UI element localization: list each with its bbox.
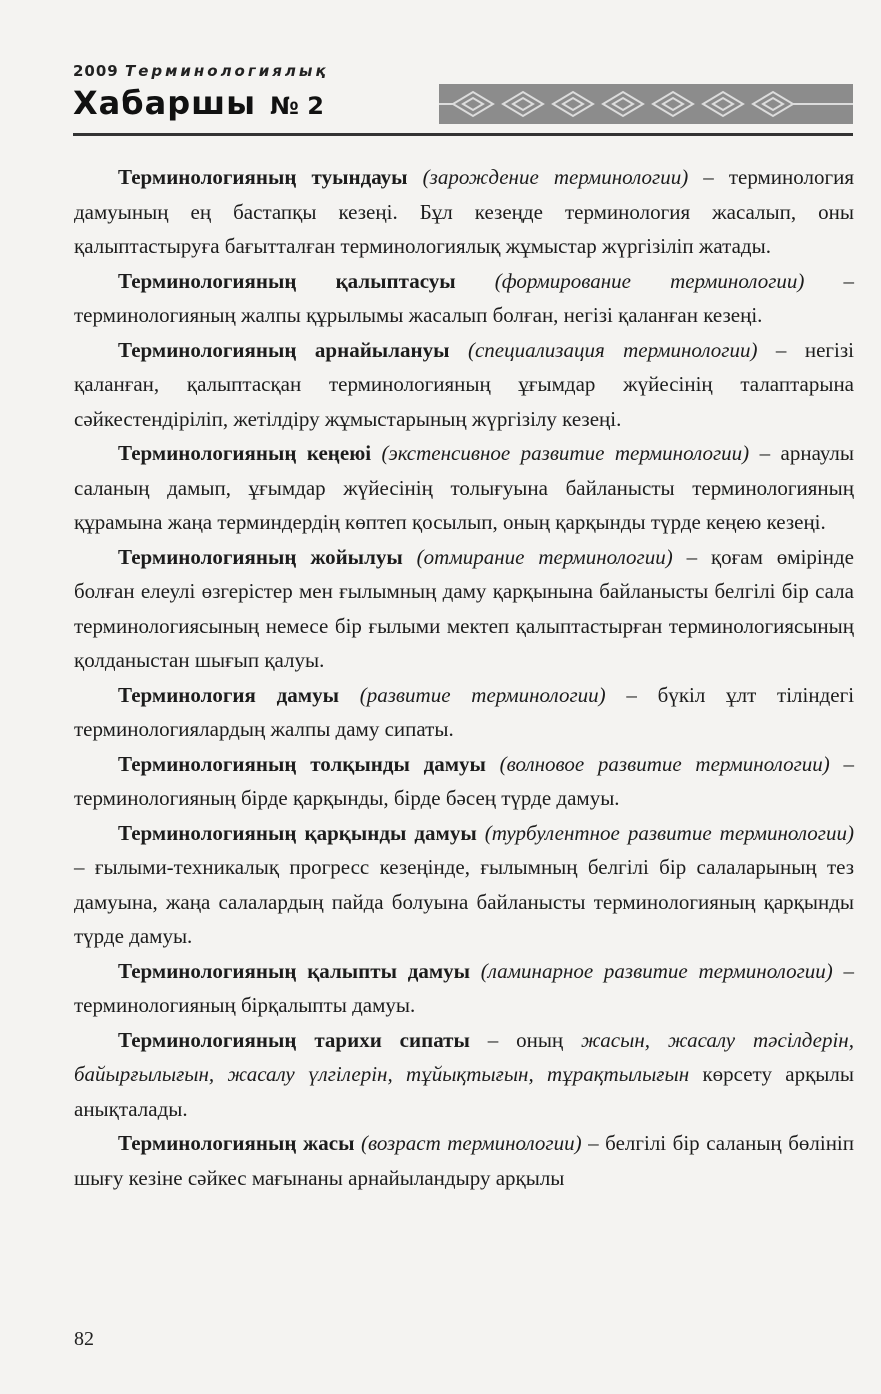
entry-term: Терминологияның толқынды дамуы	[118, 751, 486, 776]
glossary-entry	[74, 436, 854, 540]
journal-year-line	[73, 62, 329, 80]
entry-definition: көрсету арқылы анықталады.	[74, 1062, 854, 1121]
entry-definition-lead: – оның	[469, 1027, 582, 1052]
entry-russian: (зарождение терминологии)	[422, 165, 689, 189]
entry-definition: – терминологияның жалпы құрылымы жасалып болған, негізі қаланған кезеңі.	[74, 268, 855, 327]
glossary-entry	[74, 678, 854, 747]
entry-term: Терминологияның арнайылануы	[118, 337, 450, 362]
entry-definition: – арнаулы саланың дамып, ұғымдар жүйесінің толығуына байланысты терминологияның құрамына жаңа терминдердің көптеп қосылып, оның қарқынды түрде кеңею кезеңі.	[74, 441, 855, 534]
entry-russian: (турбулентное развитие терминологии)	[484, 820, 854, 845]
entry-term: Терминологияның қалыптасуы	[118, 268, 456, 293]
glossary-entry	[74, 747, 854, 816]
entry-term: Терминологияның жойылуы	[118, 544, 403, 569]
entry-russian: (формирование терминологии)	[494, 268, 805, 293]
entry-term: Терминологияның тарихи сипаты	[118, 1027, 470, 1052]
entry-definition: – қоғам өмірінде болған елеулі өзгерістер мен ғылымның даму қарқынына байланысты белгілі бір сала терминологиясының немесе бір ғылыми мектеп қалыптастырған терминологиясының қолданыстан шығып қалуы.	[74, 544, 854, 672]
entry-definition: – терминология дамуының ең бастапқы кезеңі. Бұл кезеңде терминология жасалып, оны қалыптастыруға бағытталған терминологиялық жұмыстар жүргізіліп жатады.	[74, 165, 854, 258]
entry-russian: (ламинарное развитие терминологии)	[480, 958, 833, 983]
page-number: 82	[74, 1328, 94, 1350]
entry-russian: (отмирание терминологии)	[416, 544, 673, 569]
header-rule	[73, 133, 853, 136]
entry-definition-italic: жасын, жасалу тәсілдерін, байырғылығын, жасалу үлгілерін, тұйықтығын, тұрақтылығын	[74, 1027, 854, 1086]
journal-title: Хабаршы	[73, 84, 257, 122]
entry-russian: (возраст терминологии)	[361, 1131, 582, 1155]
glossary-entry	[74, 160, 854, 264]
entry-definition: – терминологияның бірқалыпты дамуы.	[74, 958, 854, 1017]
entry-definition: – негізі қаланған, қалыптасқан терминологияның ұғымдар жүйесінің талаптарына сәйкестендіріліп, жетілдіру жұмыстарының жүргізілу кезеңі.	[74, 337, 855, 431]
entry-definition: – бүкіл ұлт тіліндегі терминологиялардың жалпы даму сипаты.	[74, 682, 855, 741]
glossary-entry	[74, 264, 854, 333]
glossary-entry	[74, 1023, 854, 1127]
glossary-entry	[74, 816, 854, 954]
glossary-body	[74, 160, 854, 1195]
glossary-entry	[74, 954, 854, 1023]
entry-term: Терминологияның туындауы	[118, 165, 408, 189]
entry-term: Терминология дамуы	[118, 682, 339, 707]
header-ornament-band	[439, 84, 853, 124]
journal-issue: № 2	[270, 92, 324, 120]
entry-definition: – белгілі бір саланың бөлініп шығу кезіне сәйкес мағынаны арнайыландыру арқылы	[74, 1131, 855, 1190]
entry-term: Терминологияның кеңеюі	[118, 441, 372, 465]
entry-russian: (развитие терминологии)	[359, 682, 606, 707]
glossary-entry	[74, 1126, 854, 1195]
entry-definition: – терминологияның бірде қарқынды, бірде бәсең түрде дамуы.	[74, 751, 855, 810]
ornament-pattern-icon	[439, 84, 853, 124]
entry-term: Терминологияның қалыпты дамуы	[118, 958, 471, 983]
entry-term: Терминологияның жасы	[118, 1131, 355, 1155]
entry-definition: – ғылыми-техникалық прогресс кезеңінде, ғылымның белгілі бір салаларының тез дамуына, жаңа салалардың пайда болуына байланысты терминологияның қарқынды түрде дамуы.	[74, 855, 854, 948]
journal-title-line	[73, 84, 324, 122]
glossary-entry	[74, 540, 854, 678]
entry-russian: (специализация терминологии)	[467, 337, 758, 362]
entry-russian: (волновое развитие терминологии)	[499, 751, 830, 776]
glossary-entry	[74, 333, 854, 437]
journal-year: 2009	[73, 62, 119, 80]
entry-russian: (экстенсивное развитие терминологии)	[381, 441, 750, 465]
journal-name: Терминологиялық	[124, 62, 329, 80]
entry-term: Терминологияның қарқынды дамуы	[118, 820, 477, 845]
